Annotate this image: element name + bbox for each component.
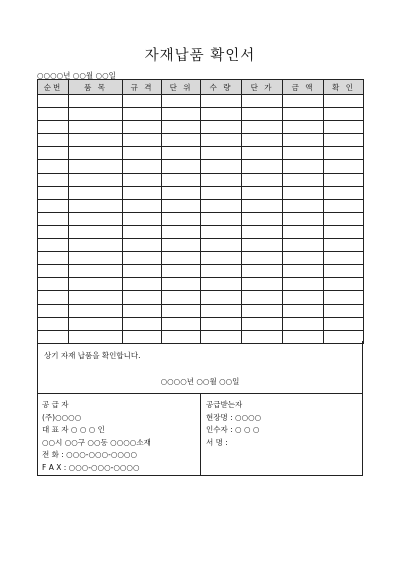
table-cell: [69, 121, 123, 134]
receiver-heading: 공급받는자: [206, 400, 243, 409]
table-cell: [201, 239, 242, 252]
table-cell: [38, 239, 69, 252]
receiver-site: 현장명 : ○○○○: [206, 412, 262, 422]
table-row: [38, 212, 364, 225]
table-cell: [38, 95, 69, 108]
table-row: [38, 186, 364, 199]
table-cell: [242, 239, 283, 252]
confirmation-message: 상기 자재 납품을 확인합니다.: [44, 351, 141, 360]
table-cell: [242, 121, 283, 134]
table-cell: [38, 121, 69, 134]
table-cell: [283, 239, 324, 252]
table-cell: [123, 108, 162, 121]
table-cell: [283, 186, 324, 199]
table-cell: [324, 134, 364, 147]
table-cell: [242, 265, 283, 278]
table-cell: [123, 173, 162, 186]
table-cell: [38, 134, 69, 147]
table-cell: [162, 317, 201, 330]
table-cell: [324, 304, 364, 317]
table-cell: [242, 95, 283, 108]
table-cell: [201, 121, 242, 134]
table-cell: [242, 317, 283, 330]
table-cell: [162, 121, 201, 134]
table-cell: [69, 212, 123, 225]
table-cell: [162, 147, 201, 160]
table-cell: [123, 212, 162, 225]
table-cell: [123, 186, 162, 199]
table-cell: [201, 304, 242, 317]
table-cell: [242, 304, 283, 317]
table-cell: [324, 95, 364, 108]
table-cell: [201, 225, 242, 238]
table-cell: [123, 239, 162, 252]
table-cell: [69, 108, 123, 121]
table-cell: [123, 225, 162, 238]
table-cell: [324, 265, 364, 278]
table-cell: [324, 108, 364, 121]
table-cell: [201, 147, 242, 160]
table-cell: [201, 265, 242, 278]
table-cell: [123, 95, 162, 108]
table-cell: [324, 173, 364, 186]
table-cell: [324, 278, 364, 291]
table-cell: [242, 173, 283, 186]
table-cell: [242, 134, 283, 147]
header-quantity: 수 량: [201, 80, 242, 95]
table-cell: [242, 199, 283, 212]
table-cell: [201, 278, 242, 291]
table-cell: [162, 252, 201, 265]
table-row: [38, 121, 364, 134]
table-row: [38, 304, 364, 317]
header-unit-price: 단 가: [242, 80, 283, 95]
table-cell: [283, 225, 324, 238]
table-cell: [69, 265, 123, 278]
table-cell: [324, 225, 364, 238]
table-cell: [69, 199, 123, 212]
table-cell: [283, 108, 324, 121]
table-cell: [201, 252, 242, 265]
table-cell: [283, 147, 324, 160]
table-cell: [324, 160, 364, 173]
table-cell: [201, 212, 242, 225]
document-date: ○○○○년 ○○월 ○○일: [37, 71, 116, 80]
table-cell: [123, 199, 162, 212]
table-cell: [38, 108, 69, 121]
table-cell: [201, 173, 242, 186]
table-row: [38, 160, 364, 173]
table-cell: [162, 108, 201, 121]
table-cell: [324, 121, 364, 134]
table-cell: [38, 317, 69, 330]
table-cell: [38, 278, 69, 291]
table-cell: [38, 186, 69, 199]
table-cell: [38, 147, 69, 160]
table-cell: [123, 160, 162, 173]
table-cell: [69, 134, 123, 147]
table-cell: [242, 186, 283, 199]
table-cell: [69, 147, 123, 160]
table-cell: [201, 134, 242, 147]
table-cell: [201, 186, 242, 199]
header-check: 확 인: [324, 80, 364, 95]
receiver-section: [206, 399, 261, 449]
table-cell: [69, 291, 123, 304]
document-title: 자재납품 확인서: [144, 48, 256, 64]
table-cell: [162, 186, 201, 199]
table-cell: [283, 121, 324, 134]
table-cell: [283, 95, 324, 108]
table-cell: [324, 317, 364, 330]
table-cell: [242, 160, 283, 173]
table-cell: [123, 121, 162, 134]
receiver-recipient: 인수자 : ○ ○ ○: [206, 425, 260, 434]
table-header-row: [38, 80, 364, 95]
table-cell: [162, 173, 201, 186]
table-cell: [69, 304, 123, 317]
parties-box: [37, 393, 363, 476]
table-cell: [38, 212, 69, 225]
table-cell: [162, 199, 201, 212]
table-cell: [162, 134, 201, 147]
supplier-address: ○○시 ○○구 ○○동 ○○○○소재: [42, 437, 151, 447]
table-cell: [38, 304, 69, 317]
table-body: [38, 95, 364, 344]
table-cell: [38, 199, 69, 212]
table-row: [38, 134, 364, 147]
table-cell: [69, 186, 123, 199]
table-cell: [201, 108, 242, 121]
supplier-company: (주)○○○○: [42, 412, 82, 422]
supplier-representative: 대 표 자 ○ ○ ○ 인: [42, 425, 105, 434]
table-cell: [324, 252, 364, 265]
table-cell: [69, 317, 123, 330]
table-cell: [324, 147, 364, 160]
table-cell: [69, 225, 123, 238]
table-cell: [123, 252, 162, 265]
table-row: [38, 291, 364, 304]
table-cell: [242, 108, 283, 121]
header-spec: 규 격: [123, 80, 162, 95]
table-cell: [162, 304, 201, 317]
table-cell: [283, 278, 324, 291]
table-cell: [38, 252, 69, 265]
confirmation-date: ○○○○년 ○○월 ○○일: [160, 377, 240, 386]
table-cell: [123, 317, 162, 330]
table-row: [38, 278, 364, 291]
table-cell: [201, 199, 242, 212]
table-cell: [283, 212, 324, 225]
table-cell: [283, 265, 324, 278]
table-row: [38, 95, 364, 108]
table-cell: [201, 291, 242, 304]
table-cell: [69, 252, 123, 265]
table-cell: [242, 225, 283, 238]
table-cell: [123, 147, 162, 160]
table-cell: [242, 291, 283, 304]
header-seq: 순번: [38, 80, 69, 95]
supplier-section: [42, 399, 151, 474]
table-cell: [38, 173, 69, 186]
table-cell: [123, 278, 162, 291]
table-cell: [324, 212, 364, 225]
table-cell: [69, 278, 123, 291]
table-cell: [38, 291, 69, 304]
table-cell: [201, 317, 242, 330]
table-cell: [283, 252, 324, 265]
table-cell: [69, 95, 123, 108]
table-cell: [162, 239, 201, 252]
supplier-heading: 공 급 자: [42, 400, 69, 409]
supplier-fax: F A X : ○○○-○○○-○○○○: [42, 462, 140, 472]
table-cell: [324, 239, 364, 252]
table-row: [38, 252, 364, 265]
table-row: [38, 265, 364, 278]
table-cell: [38, 265, 69, 278]
table-cell: [162, 265, 201, 278]
supplier-phone: 전 화 : ○○○-○○○-○○○○: [42, 450, 138, 459]
table-cell: [242, 252, 283, 265]
table-row: [38, 199, 364, 212]
table-cell: [201, 95, 242, 108]
table-cell: [123, 291, 162, 304]
table-cell: [123, 134, 162, 147]
table-cell: [162, 225, 201, 238]
table-cell: [162, 291, 201, 304]
table-cell: [38, 160, 69, 173]
table-row: [38, 317, 364, 330]
table-row: [38, 225, 364, 238]
table-cell: [123, 304, 162, 317]
table-cell: [69, 239, 123, 252]
table-cell: [283, 199, 324, 212]
table-cell: [242, 212, 283, 225]
table-cell: [283, 291, 324, 304]
table-row: [38, 147, 364, 160]
table-row: [38, 239, 364, 252]
table-row: [38, 173, 364, 186]
table-cell: [162, 160, 201, 173]
table-cell: [283, 317, 324, 330]
table-cell: [242, 147, 283, 160]
confirmation-box: [37, 341, 363, 394]
header-amount: 금 액: [283, 80, 324, 95]
table-row: [38, 108, 364, 121]
table-cell: [324, 186, 364, 199]
table-cell: [201, 160, 242, 173]
table-cell: [69, 173, 123, 186]
table-cell: [162, 278, 201, 291]
table-cell: [38, 225, 69, 238]
table-cell: [283, 173, 324, 186]
items-table: [37, 79, 364, 344]
table-cell: [324, 199, 364, 212]
table-cell: [242, 278, 283, 291]
header-unit: 단 위: [162, 80, 201, 95]
receiver-signature: 서 명 :: [206, 437, 228, 447]
table-cell: [283, 134, 324, 147]
table-cell: [69, 160, 123, 173]
header-item: 품 목: [69, 80, 123, 95]
table-cell: [283, 304, 324, 317]
table-cell: [324, 291, 364, 304]
table-cell: [283, 160, 324, 173]
table-cell: [162, 95, 201, 108]
table-cell: [123, 265, 162, 278]
table-cell: [162, 212, 201, 225]
